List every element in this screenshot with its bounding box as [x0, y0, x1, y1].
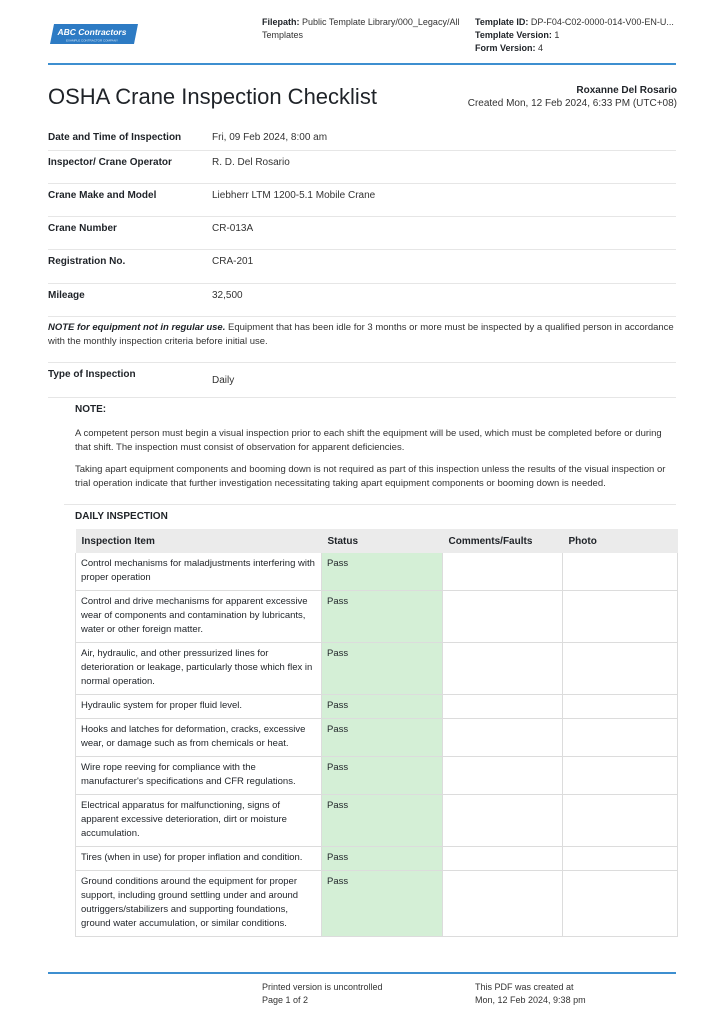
photo-cell [563, 847, 678, 871]
logo-name: ABC Contractors [57, 27, 127, 37]
daily-inspection-heading: DAILY INSPECTION [75, 511, 168, 522]
status-cell: Pass [322, 719, 443, 757]
status-cell: Pass [322, 757, 443, 795]
table-row [76, 643, 678, 695]
equipment-note-lead: NOTE for equipment not in regular use. [48, 322, 226, 333]
inspection-item: Wire rope reeving for compliance with the manufacturer's specifications and CFR regulations. [76, 757, 322, 795]
field-label: Mileage [48, 290, 85, 301]
inspection-item: Control and drive mechanisms for apparent excessive wear of components and contamination by lubricants, water or other foreign matter. [76, 591, 322, 643]
document-title: OSHA Crane Inspection Checklist [48, 84, 377, 109]
logo-tagline: EXAMPLE CONTRACTOR COMPANY [66, 38, 118, 43]
page-number: Page 1 of 2 [262, 995, 309, 1005]
comments-cell [443, 643, 563, 695]
section-divider [64, 504, 676, 505]
table-row [76, 695, 678, 719]
comments-cell [443, 591, 563, 643]
status-cell: Pass [322, 591, 443, 643]
table-header-row [76, 529, 678, 553]
field-row [48, 217, 676, 250]
photo-cell [563, 643, 678, 695]
template-version-label: Template Version: [475, 30, 552, 40]
comments-cell [443, 553, 563, 591]
status-cell: Pass [322, 795, 443, 847]
field-value: Fri, 09 Feb 2024, 8:00 am [212, 132, 328, 143]
inspection-item: Ground conditions around the equipment for proper support, including ground settling under and around outriggers/stabilizers and supporting foundations, ground water accumulation, or similar conditions. [76, 871, 322, 937]
photo-cell [563, 757, 678, 795]
field-row [48, 184, 676, 217]
type-of-inspection-value: Daily [212, 375, 235, 386]
inspection-item: Hydraulic system for proper fluid level. [76, 695, 322, 719]
filepath-value-cont: Templates [262, 30, 304, 40]
inspection-item: Tires (when in use) for proper inflation and condition. [76, 847, 322, 871]
footer-divider [48, 972, 676, 974]
status-cell: Pass [322, 643, 443, 695]
table-row [76, 719, 678, 757]
status-cell: Pass [322, 871, 443, 937]
template-id: DP-F04-C02-0000-014-V00-EN-U... [530, 17, 674, 27]
field-label: Date and Time of Inspection [48, 132, 182, 143]
field-row [48, 284, 676, 317]
field-value: CR-013A [212, 223, 254, 234]
field-row [48, 126, 676, 151]
field-value: Liebherr LTM 1200-5.1 Mobile Crane [212, 190, 376, 201]
table-row [76, 795, 678, 847]
field-label: Crane Number [48, 223, 117, 234]
column-header: Photo [563, 529, 678, 553]
inspection-item: Hooks and latches for deformation, cracks, excessive wear, or damage such as from chemicals or heat. [76, 719, 322, 757]
pdf-created-label: This PDF was created at [475, 982, 574, 992]
field-value: 32,500 [212, 290, 243, 301]
field-row [48, 250, 676, 284]
comments-cell [443, 795, 563, 847]
daily-note-heading: NOTE: [75, 404, 107, 415]
footer-created-info [475, 981, 586, 1007]
photo-cell [563, 871, 678, 937]
filepath-value: Public Template Library/000_Legacy/All [302, 17, 460, 27]
field-label: Inspector/ Crane Operator [48, 157, 172, 168]
type-of-inspection-row [48, 363, 676, 398]
inspection-item: Control mechanisms for maladjustments interfering with proper operation [76, 553, 322, 591]
comments-cell [443, 695, 563, 719]
comments-cell [443, 757, 563, 795]
author-block [468, 84, 677, 110]
template-id-label: Template ID: [475, 17, 529, 27]
column-header: Status [322, 529, 443, 553]
form-version: 4 [538, 43, 544, 53]
field-label: Crane Make and Model [48, 190, 157, 201]
template-info-block [475, 16, 685, 55]
created-timestamp: Created Mon, 12 Feb 2024, 6:33 PM (UTC+08) [467, 98, 677, 109]
photo-cell [563, 591, 678, 643]
equipment-note [48, 316, 676, 363]
table-row [76, 871, 678, 937]
uncontrolled-notice: Printed version is uncontrolled [262, 982, 383, 992]
field-label: Registration No. [48, 256, 126, 267]
daily-note-para2: Taking apart equipment components and booming down is not required as part of this inspection unless the results of the visual inspection or trial operation indicate that further investigation necessitating taking apart equipment components or booming down is needed. [75, 464, 666, 489]
equipment-note-text: Equipment that has been idle for 3 months or more must be inspected by a qualified person in accordance with the monthly inspection criteria before initial use. [48, 322, 674, 347]
header-divider [48, 63, 676, 65]
comments-cell [443, 871, 563, 937]
comments-cell [443, 719, 563, 757]
page-header [0, 0, 724, 64]
photo-cell [563, 795, 678, 847]
comments-cell [443, 847, 563, 871]
template-version: 1 [554, 30, 560, 40]
author-name: Roxanne Del Rosario [576, 85, 677, 96]
table-row [76, 847, 678, 871]
company-logo [48, 22, 140, 50]
pdf-created-timestamp: Mon, 12 Feb 2024, 9:38 pm [475, 995, 586, 1005]
photo-cell [563, 719, 678, 757]
table-row [76, 591, 678, 643]
field-value: CRA-201 [212, 256, 254, 267]
status-cell: Pass [322, 695, 443, 719]
field-value: R. D. Del Rosario [212, 157, 290, 168]
status-cell: Pass [322, 553, 443, 591]
inspection-item: Electrical apparatus for malfunctioning, signs of apparent excessive deterioration, dirt or moisture accumulation. [76, 795, 322, 847]
type-of-inspection-label: Type of Inspection [48, 369, 136, 380]
form-version-label: Form Version: [475, 43, 536, 53]
table-row [76, 757, 678, 795]
status-cell: Pass [322, 847, 443, 871]
photo-cell [563, 695, 678, 719]
field-row [48, 151, 676, 184]
footer-print-info [262, 981, 383, 1007]
filepath-label: Filepath: [262, 17, 300, 27]
column-header: Comments/Faults [443, 529, 563, 553]
table-row [76, 553, 678, 591]
inspection-item: Air, hydraulic, and other pressurized lines for deterioration or leakage, particularly those which flex in normal operation. [76, 643, 322, 695]
daily-note-para1: A competent person must begin a visual inspection prior to each shift the equipment will be used, which must be completed before or during that shift. The inspection must consist of observation for apparent deficiencies. [75, 428, 662, 453]
inspection-table [75, 529, 678, 937]
photo-cell [563, 553, 678, 591]
column-header: Inspection Item [76, 529, 322, 553]
filepath-block [262, 16, 462, 42]
